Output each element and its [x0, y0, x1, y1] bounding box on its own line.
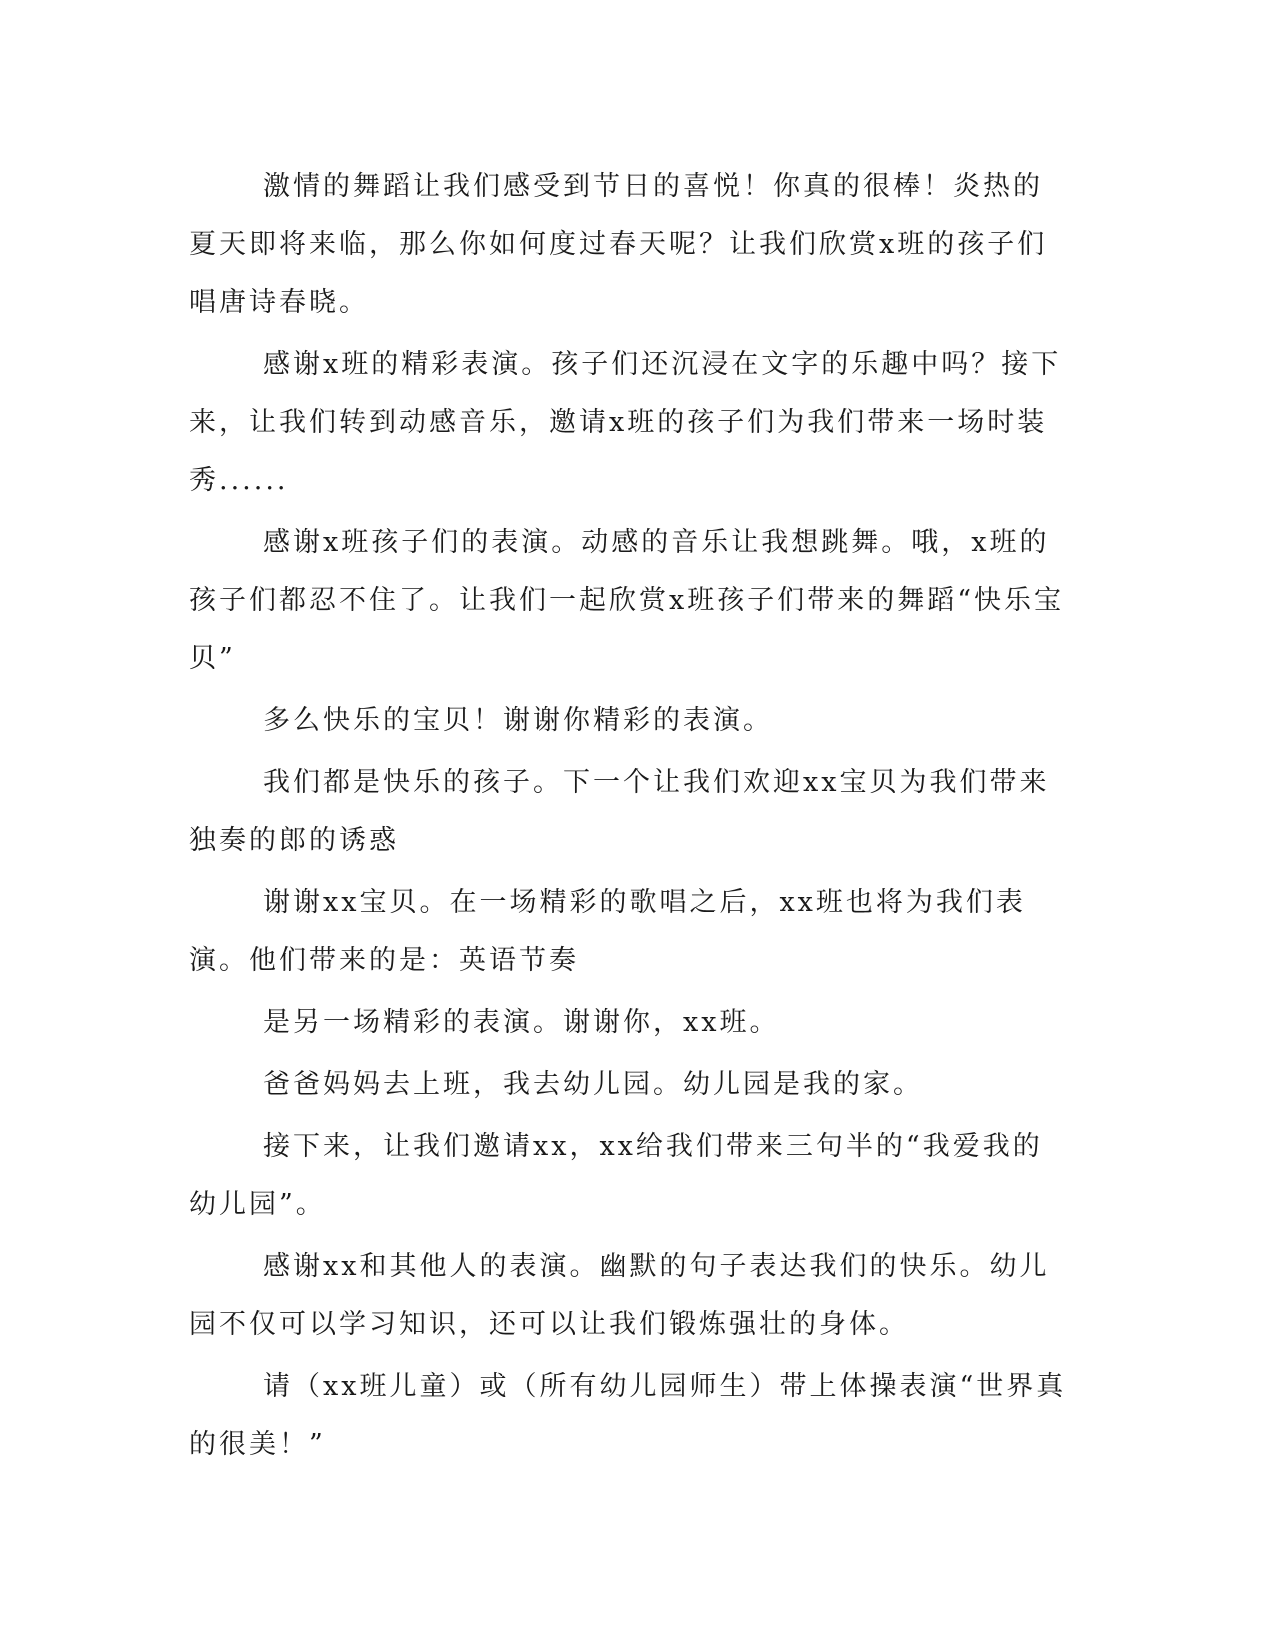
paragraph: 感谢x班孩子们的表演。动感的音乐让我想跳舞。哦，x班的孩子们都忍不住了。让我们一起欣赏x班孩子们带来的舞蹈“快乐宝贝” [189, 527, 1065, 674]
paragraph: 爸爸妈妈去上班，我去幼儿园。幼儿园是我的家。 [263, 1069, 923, 1100]
paragraph: 感谢x班的精彩表演。孩子们还沉浸在文字的乐趣中吗？接下来，让我们转到动感音乐，邀请x班的孩子们为我们带来一场时装秀...... [189, 349, 1062, 496]
paragraph: 谢谢xx宝贝。在一场精彩的歌唱之后，xx班也将为我们表演。他们带来的是：英语节奏 [189, 887, 1026, 976]
paragraph: 接下来，让我们邀请xx，xx给我们带来三句半的“我爱我的幼儿园”。 [189, 1131, 1043, 1220]
paragraph: 我们都是快乐的孩子。下一个让我们欢迎xx宝贝为我们带来独奏的郎的诱惑 [189, 767, 1050, 856]
paragraph: 激情的舞蹈让我们感受到节日的喜悦！你真的很棒！炎热的夏天即将来临，那么你如何度过春天呢？让我们欣赏x班的孩子们唱唐诗春晓。 [189, 171, 1048, 318]
paragraph: 是另一场精彩的表演。谢谢你，xx班。 [263, 1007, 780, 1038]
paragraph: 多么快乐的宝贝！谢谢你精彩的表演。 [263, 705, 773, 736]
paragraph: 请（xx班儿童）或（所有幼儿园师生）带上体操表演“世界真的很美！” [189, 1371, 1067, 1460]
document-body [189, 158, 1069, 1478]
paragraph: 感谢xx和其他人的表演。幽默的句子表达我们的快乐。幼儿园不仅可以学习知识，还可以让我们锻炼强壮的身体。 [189, 1251, 1050, 1340]
